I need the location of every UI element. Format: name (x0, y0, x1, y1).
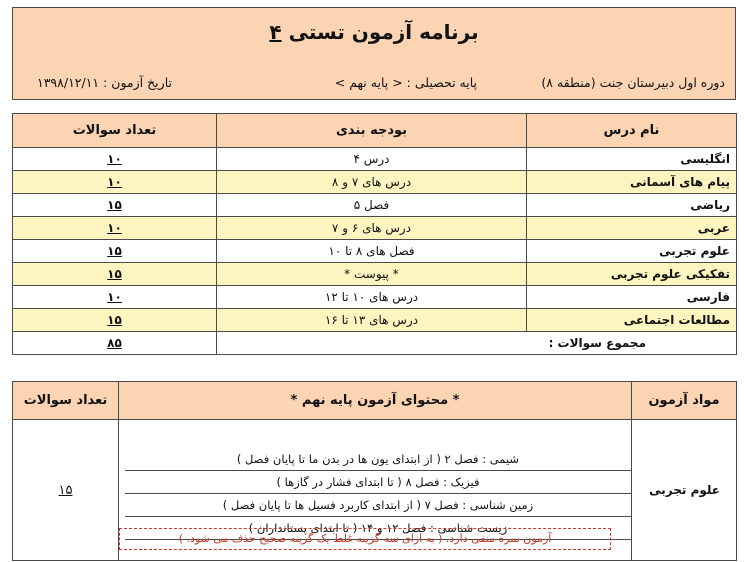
budget-cell: فصل ۵ (217, 194, 527, 217)
table-row (13, 217, 737, 240)
grade-level: پایه تحصیلی : < پایه نهم > (334, 75, 477, 90)
subject-cell: انگلیسی (527, 148, 737, 171)
subject-cell: فارسی (527, 286, 737, 309)
subject-header: نام درس (527, 114, 737, 148)
table-row (13, 286, 737, 309)
budget-cell: درس های ۱۳ تا ۱۶ (217, 309, 527, 332)
count-cell: ۱۰ (13, 148, 217, 171)
total-value: ۸۵ (13, 332, 217, 355)
title-number: ۴ (269, 20, 282, 44)
count-cell: ۱۵ (13, 263, 217, 286)
material-cell: علوم تجربی (632, 420, 737, 561)
total-label: مجموع سوالات : (217, 332, 737, 355)
count-cell: ۱۰ (13, 217, 217, 240)
material-header: مواد آزمون (632, 382, 737, 420)
budget-cell: درس های ۶ و ۷ (217, 217, 527, 240)
title-text: برنامه آزمون تستی (288, 20, 479, 44)
subject-cell: پیام های آسمانی (527, 171, 737, 194)
budget-cell: درس های ۱۰ تا ۱۲ (217, 286, 527, 309)
header-box (12, 7, 736, 100)
content-line-geology: زمین شناسی : فصل ۷ ( از ابتدای کاربرد فسیل ها تا پایان فصل ) (125, 494, 631, 517)
subject-cell: ریاضی (527, 194, 737, 217)
subject-cell: مطالعات اجتماعی (527, 309, 737, 332)
count-cell: ۱۵ (13, 194, 217, 217)
subject-cell: علوم تجربی (527, 240, 737, 263)
table-row (13, 240, 737, 263)
budget-cell: درس ۴ (217, 148, 527, 171)
count-cell: ۱۵ (13, 240, 217, 263)
table-row (13, 194, 737, 217)
subject-cell: تفکیکی علوم تجربی (527, 263, 737, 286)
total-row (13, 332, 737, 355)
negative-marking-notice: آزمون نمره منفی دارد. ( به ازای سه گزینه غلط یک گزینه صحیح حذف می شود. ) (119, 528, 611, 550)
content-header: * محتوای آزمون پایه نهم * (119, 382, 632, 420)
exam-date: تاریخ آزمون : ۱۳۹۸/۱۲/۱۱ (37, 75, 172, 90)
appendix-count-header: تعداد سوالات (13, 382, 119, 420)
content-line-physics: فیزیک : فصل ۸ ( تا ابتدای فشار در گازها ) (125, 471, 631, 494)
page-title (13, 20, 735, 44)
count-header: تعداد سوالات (13, 114, 217, 148)
subject-cell: عربی (527, 217, 737, 240)
budget-cell: درس های ۷ و ۸ (217, 171, 527, 194)
school-name: دوره اول دبیرستان جنت (منطقه ۸) (541, 75, 725, 90)
budget-header: بودجه بندی (217, 114, 527, 148)
count-cell: ۱۰ (13, 286, 217, 309)
table-row (13, 309, 737, 332)
budget-cell: * پیوست * (217, 263, 527, 286)
content-line-biology: زیست شناسی : فصل ۱۲ و ۱۴ ( تا ابتدای پستانداران ) (125, 517, 631, 540)
content-line-chemistry: شیمی : فصل ۲ ( از ابتدای یون ها در بدن ما تا پایان فصل ) (125, 448, 631, 471)
count-cell: ۱۰ (13, 171, 217, 194)
appendix-header-row (13, 382, 737, 420)
table-row (13, 171, 737, 194)
table-row (13, 148, 737, 171)
count-cell: ۱۵ (13, 309, 217, 332)
schedule-header-row (13, 114, 737, 148)
table-row (13, 263, 737, 286)
schedule-table (12, 113, 737, 355)
budget-cell: فصل های ۸ تا ۱۰ (217, 240, 527, 263)
appendix-count-cell: ۱۵ (13, 420, 119, 561)
